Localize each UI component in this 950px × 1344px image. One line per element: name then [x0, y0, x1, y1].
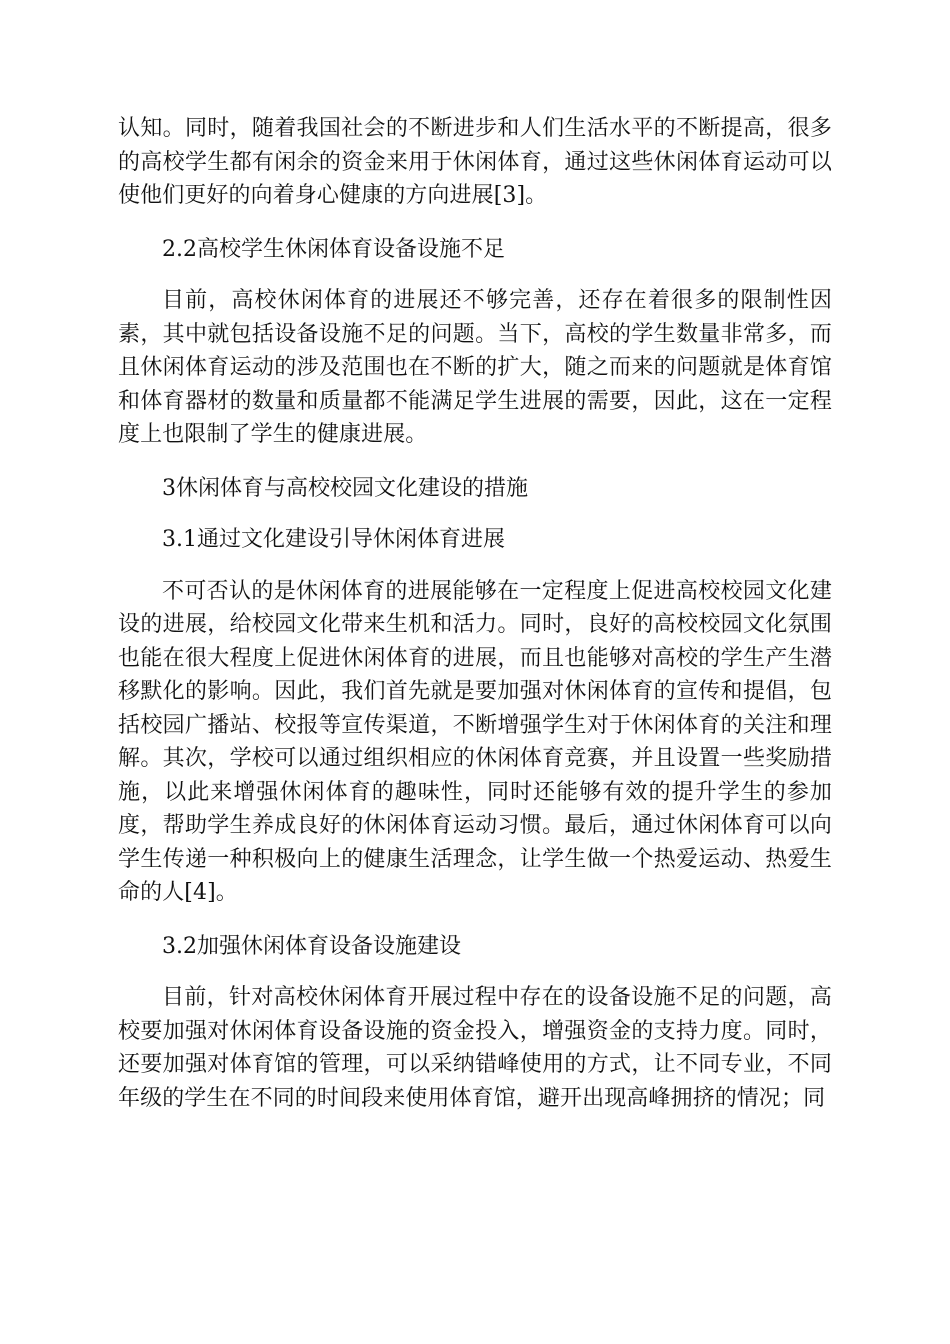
paragraph-facilities-construction: 目前，针对高校休闲体育开展过程中存在的设备设施不足的问题，高校要加强对休闲体育设备设施的资金投入，增强资金的支持力度。同时，还要加强对体育馆的管理，可以采纳错峰使用的方式，让不同专业，不同年级的学生在不同的时间段来使用体育馆，避开出现高峰拥挤的情况；同: [118, 985, 832, 1111]
section-heading-3: 3休闲体育与高校校园文化建设的措施: [162, 475, 528, 501]
section-heading-3-1: 3.1通过文化建设引导休闲体育进展: [162, 527, 505, 552]
paragraph-culture-guidance: 不可否认的是休闲体育的进展能够在一定程度上促进高校校园文化建设的进展，给校园文化带来生机和活力。同时，良好的高校校园文化氛围也能在很大程度上促进休闲体育的进展，而且也能够对高校的学生产生潜移默化的影响。因此，我们首先就是要加强对休闲体育的宣传和提倡，包括校园广播站、校报等宣传渠道，不断增强学生对于休闲体育的关注和理解。其次，学校可以通过组织相应的休闲体育竞赛，并且设置一些奖励措施，以此来增强休闲体育的趣味性，同时还能够有效的提升学生的参加度，帮助学生养成良好的休闲体育运动习惯。最后，通过休闲体育可以向学生传递一种积极向上的健康生活理念，让学生做一个热爱运动、热爱生命的人[4]。: [118, 578, 832, 905]
document-page: [118, 112, 832, 1115]
section-heading-3-2: 3.2加强休闲体育设备设施建设: [162, 933, 461, 959]
paragraph-facilities-shortage: 目前，高校休闲体育的进展还不够完善，还存在着很多的限制性因素，其中就包括设备设施不足的问题。当下，高校的学生数量非常多，而且休闲体育运动的涉及范围也在不断的扩大，随之而来的问题就是体育馆和体育器材的数量和质量都不能满足学生进展的需要，因此，这在一定程度上也限制了学生的健康进展。: [118, 288, 832, 447]
section-heading-2-2: 2.2高校学生休闲体育设备设施不足: [162, 236, 505, 262]
paragraph-intro-continuation: 认知。同时，随着我国社会的不断进步和人们生活水平的不断提高，很多的高校学生都有闲余的资金来用于休闲体育，通过这些休闲体育运动可以使他们更好的向着身心健康的方向进展[3]。: [118, 116, 832, 208]
